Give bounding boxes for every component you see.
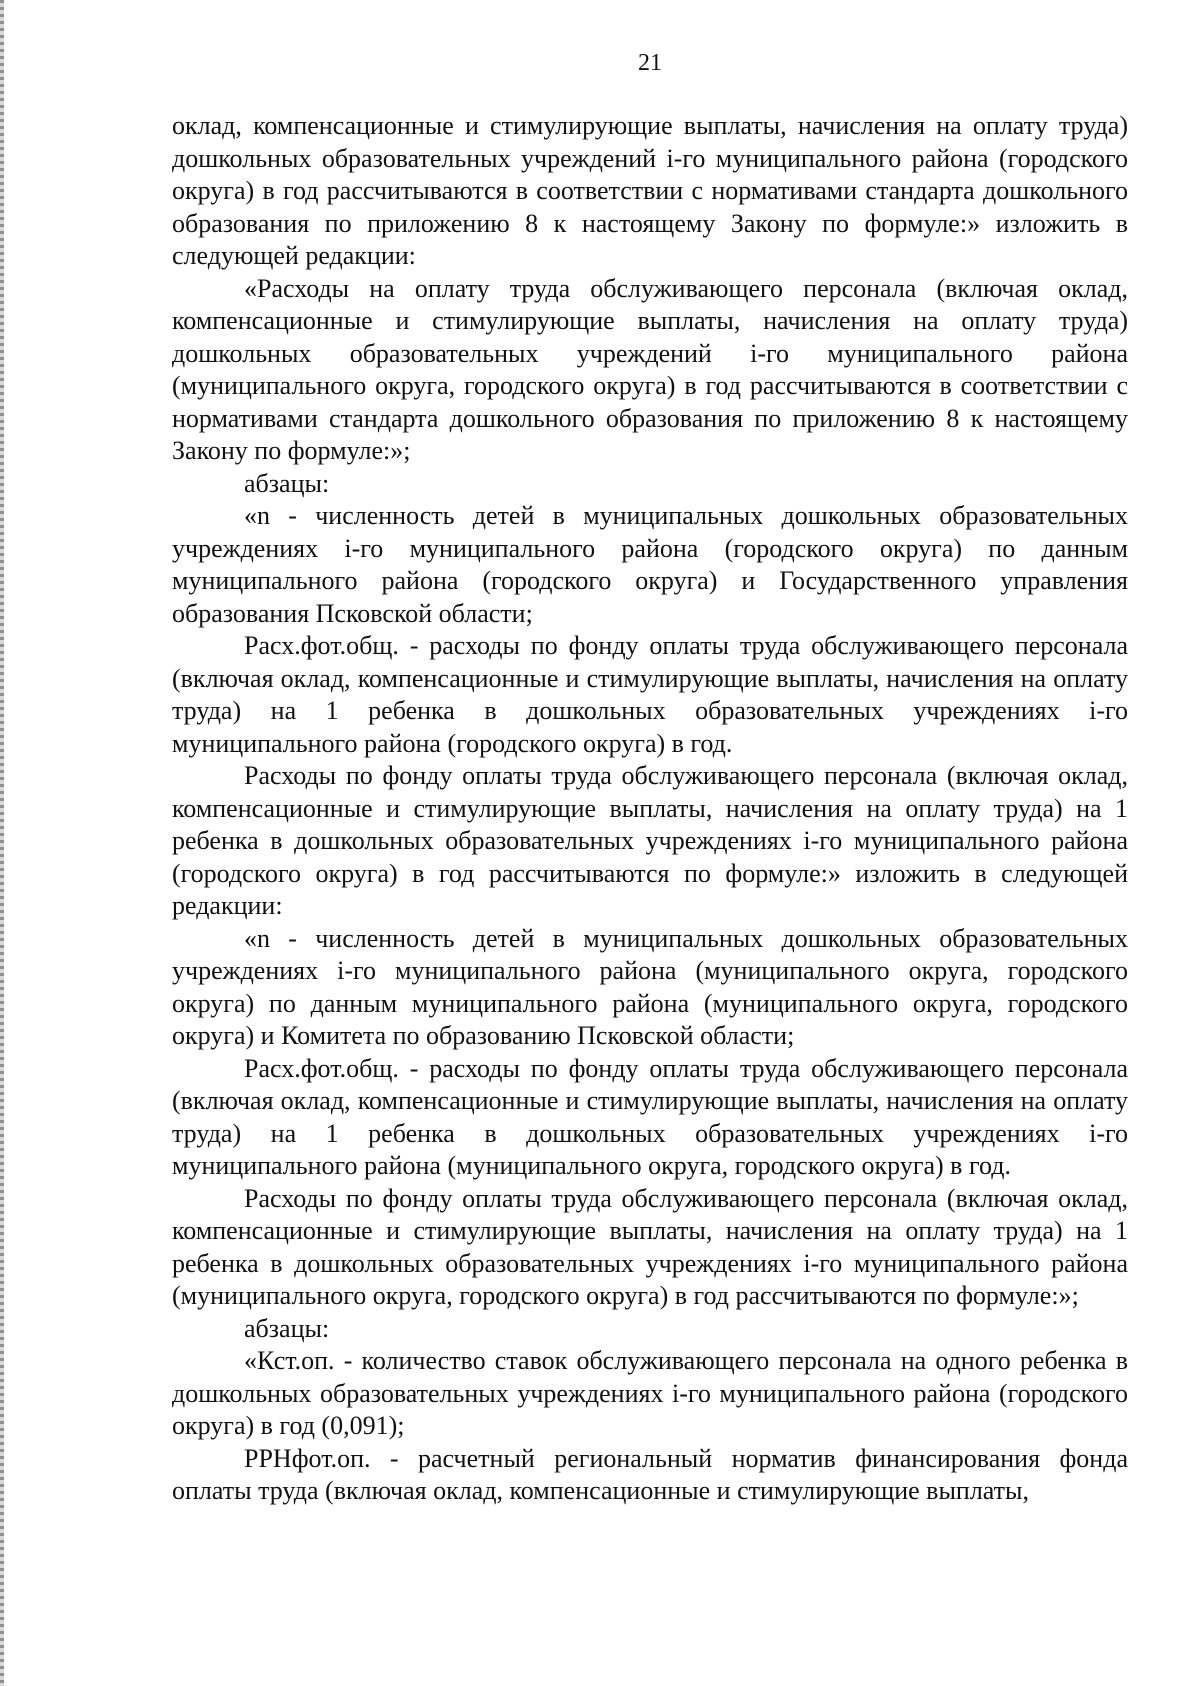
paragraph-11: «Кст.оп. - количество ставок обслуживающего персонала на одного ребенка в дошкольных образовательных учреждениях i-го муниципального района (городского округа) в год (0,091);	[172, 1346, 1128, 1440]
body-text	[172, 110, 1128, 1508]
paragraph-5: Расх.фот.общ. - расходы по фонду оплаты труда обслуживающего персонала (включая оклад, компенсационные и стимулирующие выплаты, начисления на оплату труда) на 1 ребенка в дошкольных образовательных учреждениях i-го муниципального района (городского округа) в год.	[172, 631, 1128, 758]
paragraph-3: абзацы:	[244, 468, 330, 498]
page-number: 21	[638, 50, 662, 76]
paragraph-10: абзацы:	[244, 1313, 330, 1343]
paragraph-2: «Расходы на оплату труда обслуживающего персонала (включая оклад, компенсационные и стимулирующие выплаты, начисления на оплату труда) дошкольных образовательных учреждений i-го муниципального района (муниципального округа, городского округа) в год рассчитываются в соответствии с нормативами стандарта дошкольного образования по приложению 8 к настоящему Закону по формуле:»;	[172, 273, 1128, 465]
scan-edge-decoration	[0, 0, 4, 1686]
paragraph-7: «n - численность детей в муниципальных дошкольных образовательных учреждениях i-го муниципального района (муниципального округа, городского округа) по данным муниципального района (муниципального округа, городского округа) и Комитета по образованию Псковской области;	[172, 923, 1128, 1050]
paragraph-6: Расходы по фонду оплаты труда обслуживающего персонала (включая оклад, компенсационные и стимулирующие выплаты, начисления на оплату труда) на 1 ребенка в дошкольных образовательных учреждениях i-го муниципального района (городского округа) в год рассчитываются по формуле:» изложить в следующей редакции:	[172, 761, 1128, 920]
paragraph-12: РРНфот.оп. - расчетный региональный норматив финансирования фонда оплаты труда (включая оклад, компенсационные и стимулирующие выплаты,	[172, 1443, 1128, 1505]
paragraph-9: Расходы по фонду оплаты труда обслуживающего персонала (включая оклад, компенсационные и стимулирующие выплаты, начисления на оплату труда) на 1 ребенка в дошкольных образовательных учреждениях i-го муниципального района (муниципального округа, городского округа) в год рассчитываются по формуле:»;	[172, 1183, 1128, 1310]
paragraph-4: «n - численность детей в муниципальных дошкольных образовательных учреждениях i-го муниципального района (городского округа) по данным муниципального района (городского округа) и Государственного управления образования Псковской области;	[172, 501, 1128, 628]
paragraph-1: оклад, компенсационные и стимулирующие выплаты, начисления на оплату труда) дошкольных образовательных учреждений i-го муниципального района (городского округа) в год рассчитываются в соответствии с нормативами стандарта дошкольного образования по приложению 8 к настоящему Закону по формуле:» изложить в следующей редакции:	[172, 111, 1128, 270]
paragraph-8: Расх.фот.общ. - расходы по фонду оплаты труда обслуживающего персонала (включая оклад, компенсационные и стимулирующие выплаты, начисления на оплату труда) на 1 ребенка в дошкольных образовательных учреждениях i-го муниципального района (муниципального округа, городского округа) в год.	[172, 1053, 1128, 1180]
